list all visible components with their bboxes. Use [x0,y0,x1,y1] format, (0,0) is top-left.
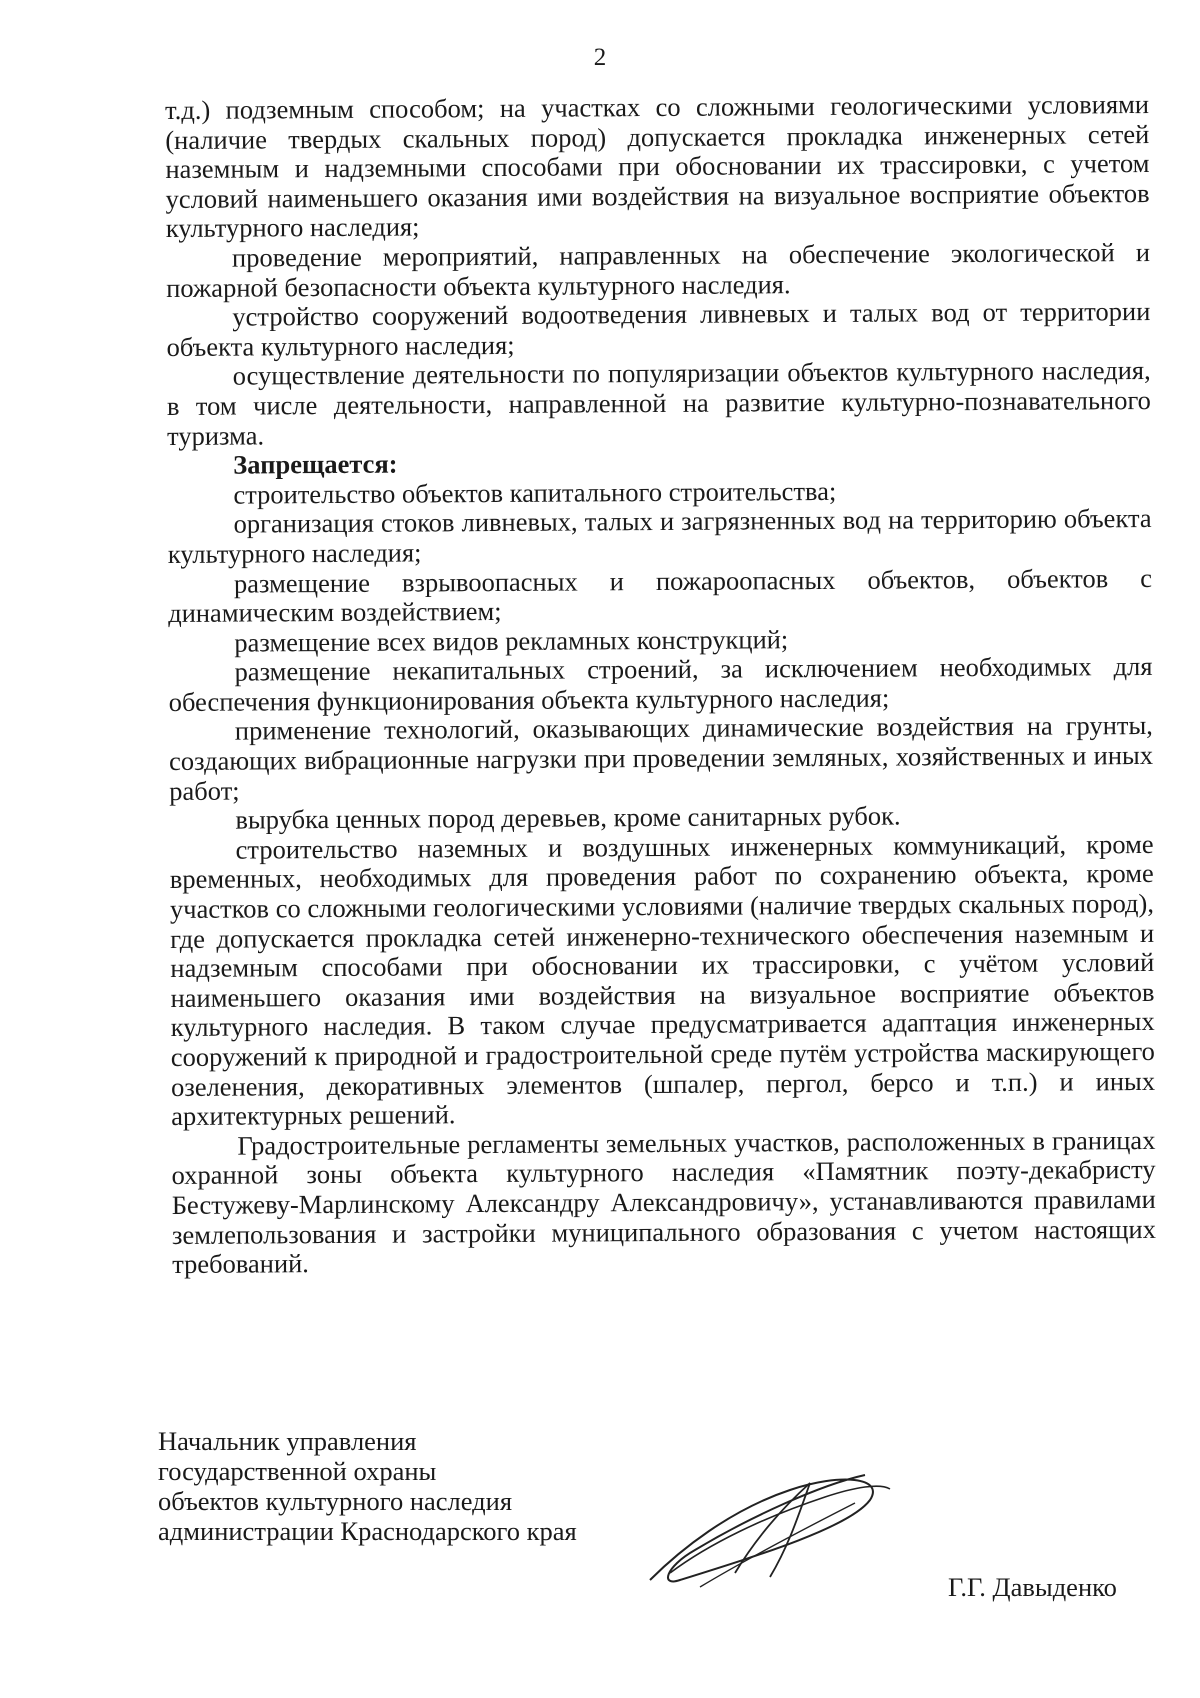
paragraph: устройство сооружений водоотведения ливневых и талых вод от территории объекта культурного наследия; [166,296,1151,362]
paragraph: т.д.) подземным способом; на участках со сложными геологическими условиями (наличие твердых скальных пород) допускается прокладка инженерных сетей наземным и надземными способами при обосновании их трассировки, с учетом условий наименьшего оказания ими воздействия на визуальное восприятие объектов культурного наследия; [164,88,1150,244]
signatory-title-line: администрации Краснодарского края [158,1516,577,1546]
handwritten-signature [640,1455,910,1595]
paragraph: размещение всех видов рекламных конструкций; [234,623,789,658]
paragraph: применение технологий, оказывающих динамические воздействия на грунты, создающих вибрационные нагрузки при проведении земляных, хозяйственных и иных работ; [168,710,1154,806]
document-body [165,90,1156,1280]
signatory-name: Г.Г. Давыденко [948,1572,1117,1602]
page-number: 2 [593,44,607,71]
section-heading: Запрещается: [233,448,398,480]
paragraph: размещение взрывоопасных и пожароопасных объектов, объектов с динамическим воздействием; [168,562,1153,629]
paragraph: проведение мероприятий, направленных на обеспечение экологической и пожарной безопасности объекта культурного наследия. [166,236,1151,303]
signatory-title-line: объектов культурного наследия [158,1486,513,1516]
paragraph: размещение некапитальных строений, за исключением необходимых для обеспечения функционирования объекта культурного наследия; [168,651,1153,717]
paragraph: организация стоков ливневых, талых и загрязненных вод на территорию объекта культурного наследия; [167,503,1152,569]
signatory-title-line: государственной охраны [158,1456,437,1486]
paragraph: вырубка ценных пород деревьев, кроме санитарных рубок. [235,800,901,835]
paragraph: строительство объектов капитального строительства; [233,475,837,510]
paragraph: Градостроительные регламенты земельных участков, расположенных в границах охранной зоны объекта культурного наследия «Памятник поэту-декабристу Бестужеву-Марлинскому Александру Александровичу», устанавливаются правилами землепользования и застройки муниципального образования с учетом настоящих требований. [171,1124,1157,1280]
paragraph: осуществление деятельности по популяризации объектов культурного наследия, в том числе деятельности, направленной на развитие культурно-познавательного туризма. [166,355,1151,451]
signatory-title [158,1426,577,1546]
signatory-title-line: Начальник управления [158,1426,417,1456]
paragraph: строительство наземных и воздушных инженерных коммуникаций, кроме временных, необходимых для проведения работ по сохранению объекта, кроме участков со сложными геологическими условиями (наличие твердых скальных пород), где допускается прокладка сетей инженерно-технического обеспечения наземным и надземным способами при обосновании их трассировки, с учётом условий наименьшего оказания ими воздействия на визуальное восприятие объектов культурного наследия. В таком случае предусматривается адаптация инженерных сооружений к природной и градостроительной среде путём устройства маскирующего озеленения, декоративных элементов (шпалер, пергол, берсо и т.п.) и иных архитектурных решений. [169,828,1156,1132]
